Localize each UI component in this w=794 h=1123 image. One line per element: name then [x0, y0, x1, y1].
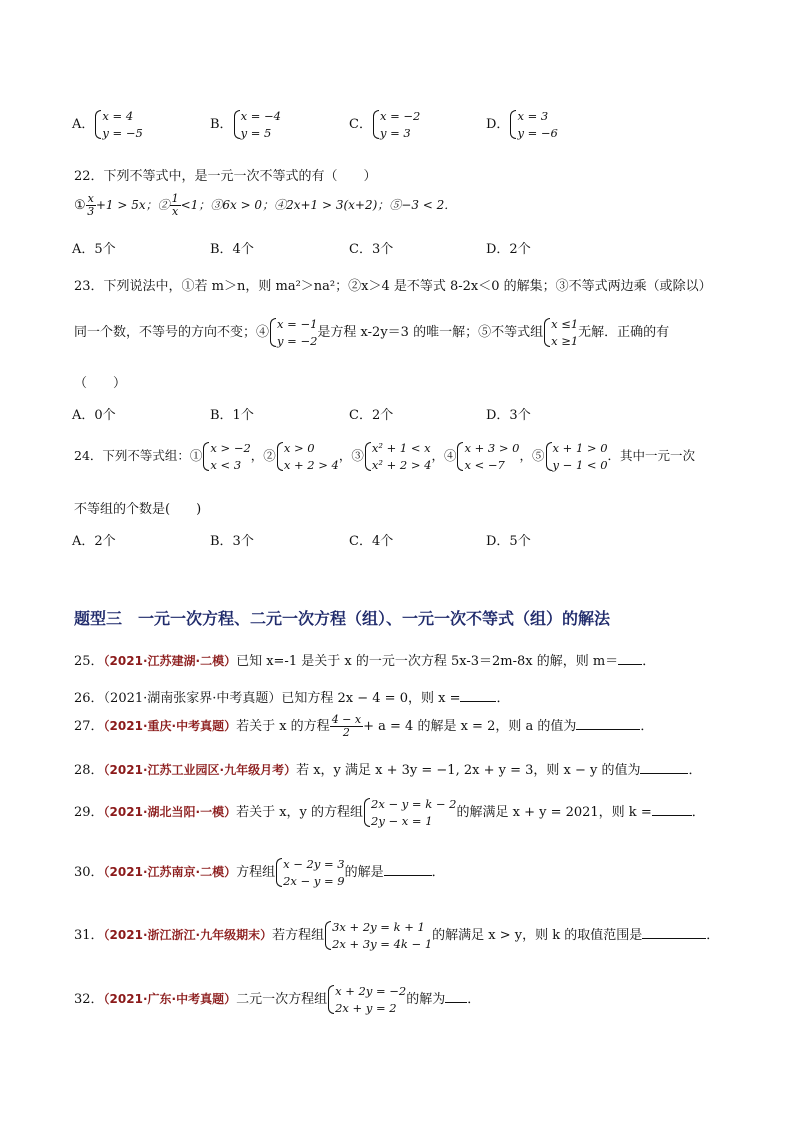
q30: 30．（2021·江苏南京·二模）方程组 x − 2y = 3 2x − y = 9 的解是 ．: [74, 857, 445, 888]
q23-option-b: B．1个: [210, 408, 254, 423]
q22-stem: 22．下列不等式中，是一元一次不等式的有（ ）: [74, 169, 377, 184]
q24-option-c: C．4个: [349, 534, 394, 549]
q23-option-a: A．0个: [72, 408, 116, 423]
q24-option-a: A．2个: [72, 534, 116, 549]
answer-blank: [445, 990, 467, 1003]
q24-line2: 不等组的个数是( ): [74, 502, 202, 517]
q27: 27．（2021·重庆·中考真题）若关于 x 的方程 $\frac{4 - x}{2}$ + a = 4 的解是 x = 2，则 a 的值为 ．: [74, 713, 654, 740]
q21-option-d: D． x = 3 y = −6: [486, 109, 558, 140]
q21-option-a: A． x = 4 y = −5: [72, 109, 143, 140]
q23-line3: （ ）: [74, 376, 127, 391]
q22-items: ① $\frac{x}{3}$ +1 > 5x；② $\frac{1}{x}$ <1；③6x > 0；④2x+1 > 3(x+2)；⑤−3 < 2．: [74, 192, 457, 219]
q23-line1: 23．下列说法中，①若 m＞n，则 ma²＞na²；②x＞4 是不等式 8-2x＜0 的解集；③不等式两边乘（或除以）: [74, 279, 712, 294]
q22-option-a: A．5个: [72, 242, 116, 257]
q22-option-b: B．4个: [210, 242, 254, 257]
q21-option-b: B． x = −4 y = 5: [210, 109, 281, 140]
q24-option-d: D．5个: [486, 534, 531, 549]
q23-option-c: C．2个: [349, 408, 394, 423]
q32: 32．（2021·广东·中考真题）二元一次方程组 x + 2y = −2 2x + y = 2 的解为 ．: [74, 984, 481, 1015]
answer-blank: [642, 926, 706, 939]
q22-option-c: C．3个: [349, 242, 394, 257]
q24-option-b: B．3个: [210, 534, 254, 549]
section-heading: 题型三 一元一次方程、二元一次方程（组）、一元一次不等式（组）的解法: [74, 609, 611, 628]
q23-option-d: D．3个: [486, 408, 531, 423]
q22-option-d: D．2个: [486, 242, 531, 257]
answer-blank: [576, 717, 640, 730]
answer-blank: [652, 803, 692, 816]
q21-option-c: C． x = −2 y = 3: [349, 109, 421, 140]
q28: 28．（2021·江苏工业园区·九年级月考）若 x，y 满足 x + 3y = −1, 2x + y = 3，则 x − y 的值为 ．: [74, 763, 702, 778]
answer-blank: [460, 689, 496, 702]
q23-line2: 同一个数，不等号的方向不变；④ x = −1 y = −2 是方程 x-2y＝3 的唯一解；⑤不等式组 x ≤1 x ≥1 无解．正确的有: [74, 317, 670, 348]
q26: 26．（2021·湖南张家界·中考真题）已知方程 2x − 4 = 0，则 x = ．: [74, 691, 510, 706]
q24-line1: 24．下列不等式组：① x > −2 x < 3 ，② x > 0 x + 2 > 4 ，③ x² + 1 < x x² + 2 > 4 ，④ x + 3 > 0 x < −7 ，⑤ x + 1 > 0 y − 1 < 0 ．其中一元一次: [74, 441, 696, 472]
answer-blank: [618, 652, 642, 665]
q29: 29．（2021·湖北当阳·一模）若关于 x，y 的方程组 2x − y = k − 2 2y − x = 1 的解满足 x + y = 2021，则 k = ．: [74, 797, 705, 828]
answer-blank: [384, 863, 432, 876]
answer-blank: [640, 761, 688, 774]
q31: 31．（2021·浙江浙江·九年级期末）若方程组 3x + 2y = k + 1 2x + 3y = 4k − 1 的解满足 x > y，则 k 的取值范围是 ．: [74, 920, 720, 951]
q25: 25．（2021·江苏建湖·二模）已知 x=-1 是关于 x 的一元一次方程 5x-3＝2m-8x 的解，则 m＝ ．: [74, 654, 656, 669]
